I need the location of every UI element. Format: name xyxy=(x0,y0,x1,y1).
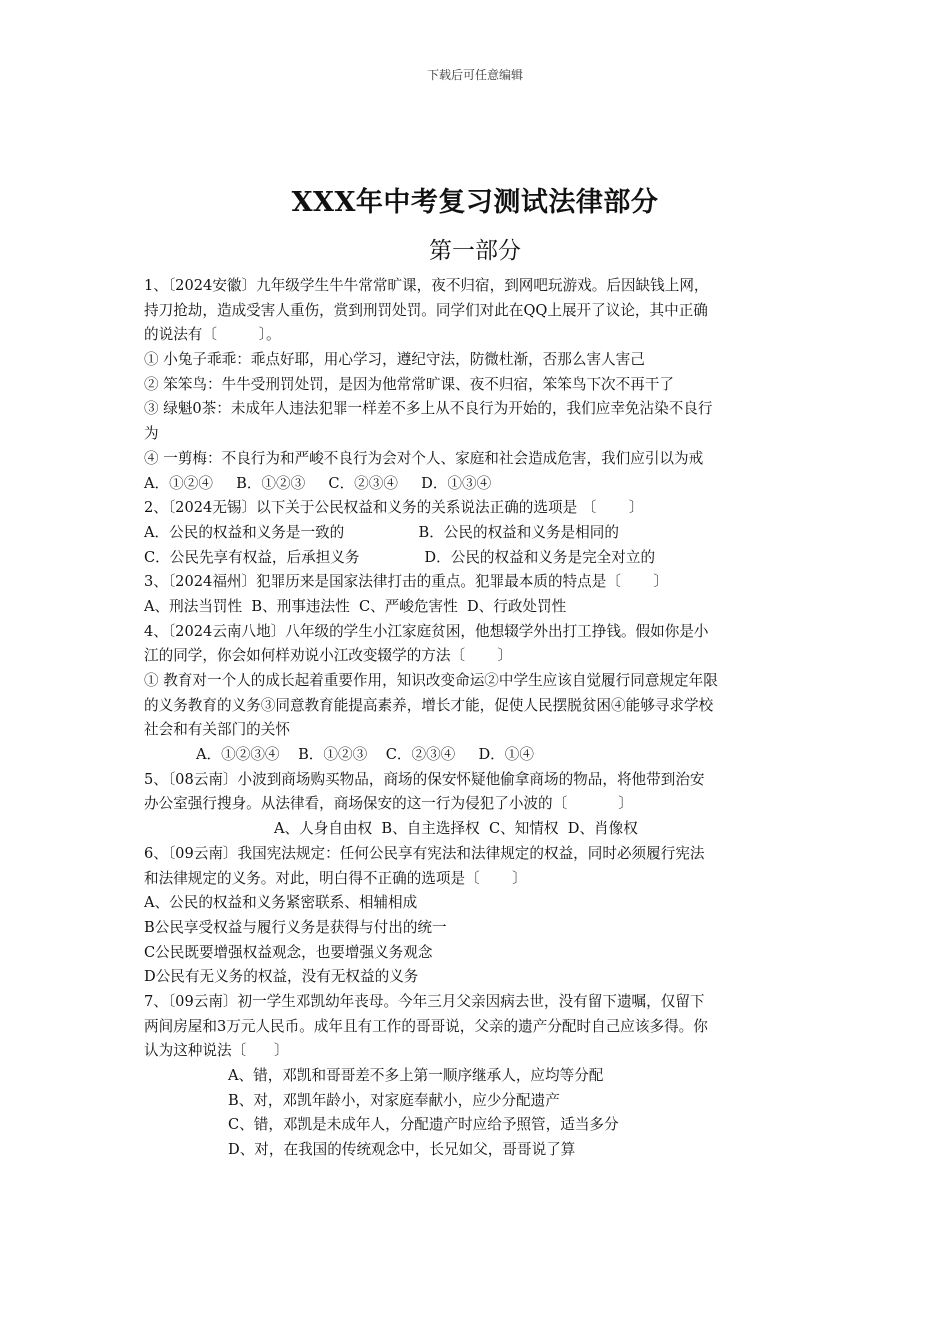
text-line: 和法律规定的义务。对此，明白得不正确的选项是〔 〕 xyxy=(144,869,527,887)
text-line: ① 小兔子乖乖：乖点好耶，用心学习，遵纪守法，防微杜渐，否那么害人害己 xyxy=(144,351,645,369)
text-line: 1、〔2024安徽〕九年级学生牛牛常常旷课，夜不归宿，到网吧玩游戏。后因缺钱上网， xyxy=(144,277,709,294)
text-line: C公民既要增强权益观念，也要增强义务观念 xyxy=(144,943,433,961)
text-line: C、错，邓凯是未成年人，分配遗产时应给予照管，适当多分 xyxy=(228,1116,619,1134)
text-line: ④ 一剪梅：不良行为和严峻不良行为会对个人、家庭和社会造成危害，我们应引以为戒 xyxy=(144,449,704,467)
text-line: D、对，在我国的传统观念中，长兄如父，哥哥说了算 xyxy=(228,1141,576,1159)
question-body xyxy=(144,274,808,1163)
text-line: 的义务教育的义务③同意教育能提高素养，增长才能，促使人民摆脱贫困④能够寻求学校 xyxy=(144,696,714,714)
text-line: A、错，邓凯和哥哥差不多上第一顺序继承人，应均等分配 xyxy=(228,1067,604,1084)
text-line: A．①②③④ B．①②③ C．②③④ D．①④ xyxy=(196,746,534,764)
text-line: 3、〔2024福州〕犯罪历来是国家法律打击的重点。犯罪最本质的特点是〔 〕 xyxy=(144,573,669,591)
text-line: 2、〔2024无锡〕以下关于公民权益和义务的关系说法正确的选项是 〔 〕 xyxy=(144,499,644,517)
text-line: 4、〔2024云南八地〕八年级的学生小江家庭贫困，他想辍学外出打工挣钱。假如你是小 xyxy=(144,622,709,640)
text-line: ① 教育对一个人的成长起着重要作用，知识改变命运②中学生应该自觉履行同意规定年限 xyxy=(144,672,718,689)
text-line: A．公民的权益和义务是一致的 B．公民的权益和义务是相同的 xyxy=(144,523,619,541)
text-line: 6、〔09云南〕我国宪法规定：任何公民享有宪法和法律规定的权益，同时必须履行宪法 xyxy=(144,844,705,862)
text-line: ② 笨笨鸟：牛牛受刑罚处罚，是因为他常常旷课、夜不归宿，笨笨鸟下次不再干了 xyxy=(144,375,675,393)
text-line: 江的同学，你会如何样劝说小江改变辍学的方法〔 〕 xyxy=(144,647,513,665)
text-line: ③ 绿魁0茶：未成年人违法犯罪一样差不多上从不良行为开始的，我们应幸免沾染不良行 xyxy=(144,400,713,418)
text-line: 持刀抢劫，造成受害人重伤，赏到刑罚处罚。同学们对此在QQ上展开了议论，其中正确 xyxy=(144,301,708,319)
section-heading: 第一部分 xyxy=(429,238,521,264)
text-line: 社会和有关部门的关怀 xyxy=(144,721,290,739)
text-line: C．公民先享有权益，后承担义务 D．公民的权益和义务是完全对立的 xyxy=(144,548,656,566)
text-line: 5、〔08云南〕小波到商场购买物品，商场的保安怀疑他偷拿商场的物品，将他带到治安 xyxy=(144,770,705,788)
text-line: A、刑法当罚性 B、刑事违法性 C、严峻危害性 D、行政处罚性 xyxy=(144,597,567,615)
text-line: A．①②④ B．①②③ C．②③④ D．①③④ xyxy=(144,474,492,492)
text-line: 办公室强行搜身。从法律看，商场保安的这一行为侵犯了小波的〔 〕 xyxy=(144,795,633,813)
text-line: 的说法有〔 〕。 xyxy=(144,326,281,344)
text-line: 认为这种说法〔 〕 xyxy=(144,1042,289,1060)
text-line: D公民有无义务的权益，没有无权益的义务 xyxy=(144,968,419,986)
text-line: B公民享受权益与履行义务是获得与付出的统一 xyxy=(144,918,447,936)
page-header: 下载后可任意编辑 xyxy=(426,68,523,82)
text-line: 7、〔09云南〕初一学生邓凯幼年丧母。今年三月父亲因病去世，没有留下遗嘱，仅留下 xyxy=(144,992,705,1010)
text-line: A、公民的权益和义务紧密联系、相辅相成 xyxy=(144,894,418,912)
text-line: B、对，邓凯年龄小，对家庭奉献小，应少分配遗产 xyxy=(228,1091,560,1109)
text-line: A、人身自由权 B、自主选择权 C、知情权 D、肖像权 xyxy=(274,820,638,838)
document-title: XXX年中考复习测试法律部分 xyxy=(291,187,659,218)
text-line: 两间房屋和3万元人民币。成年且有工作的哥哥说，父亲的遗产分配时自己应该多得。你 xyxy=(144,1017,708,1035)
text-line: 为 xyxy=(144,425,159,443)
